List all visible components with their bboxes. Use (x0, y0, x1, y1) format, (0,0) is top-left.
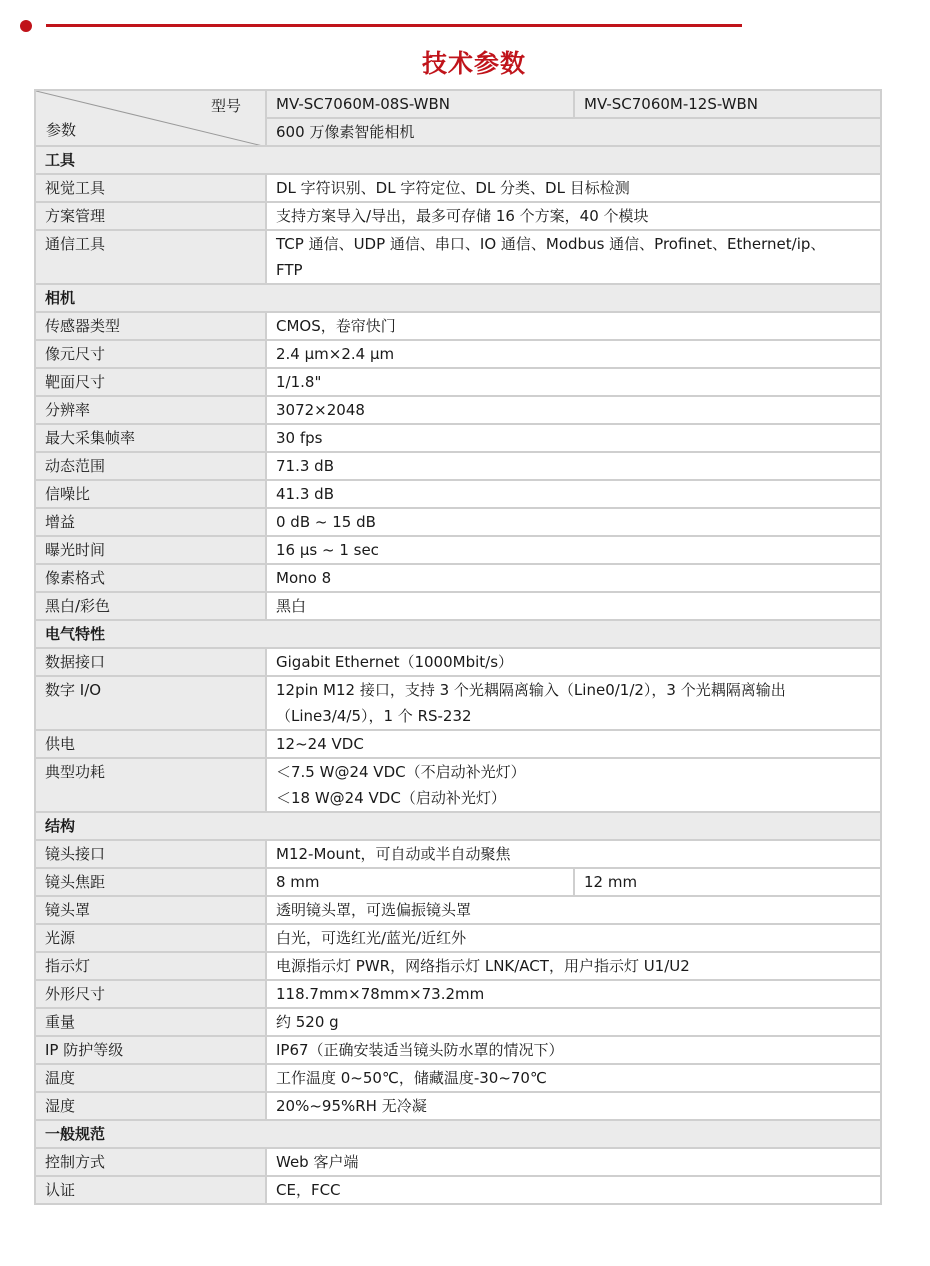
row-value: 工作温度 0~50℃，储藏温度-30~70℃ (266, 1064, 881, 1092)
row-label: 信噪比 (35, 480, 266, 508)
row-value: 透明镜头罩，可选偏振镜头罩 (266, 896, 881, 924)
table-row (35, 1092, 881, 1120)
param-label: 参数 (46, 121, 77, 139)
section-title-tools: 工具 (35, 146, 881, 174)
table-row (35, 648, 881, 676)
row-label: 像元尺寸 (35, 340, 266, 368)
table-row (35, 868, 881, 896)
row-value-multiline (266, 758, 881, 812)
table-row (35, 896, 881, 924)
section-header (35, 1120, 881, 1148)
row-label: 曝光时间 (35, 536, 266, 564)
row-value-line: TCP 通信、UDP 通信、串口、IO 通信、Modbus 通信、Profinet、Ethernet/ip、 (276, 235, 826, 253)
table-row (35, 730, 881, 758)
row-value: Gigabit Ethernet（1000Mbit/s） (266, 648, 881, 676)
table-row (35, 952, 881, 980)
row-label: 数字 I/O (35, 676, 266, 730)
table-row (35, 676, 881, 730)
row-value-line: 12pin M12 接口，支持 3 个光耦隔离输入（Line0/1/2），3 个光耦隔离输出 (276, 681, 786, 699)
row-value: 12~24 VDC (266, 730, 881, 758)
table-row (35, 202, 881, 230)
row-label: 增益 (35, 508, 266, 536)
table-row (35, 1176, 881, 1204)
table-row (35, 424, 881, 452)
row-value: 30 fps (266, 424, 881, 452)
page-title: 技术参数 (421, 49, 526, 78)
row-value-multiline (266, 676, 881, 730)
row-label: 通信工具 (35, 230, 266, 284)
row-value: 黑白 (266, 592, 881, 620)
row-label: 温度 (35, 1064, 266, 1092)
row-label: 分辨率 (35, 396, 266, 424)
row-label: 湿度 (35, 1092, 266, 1120)
table-row (35, 1064, 881, 1092)
table-row (35, 1008, 881, 1036)
section-title-structure: 结构 (35, 812, 881, 840)
table-row (35, 980, 881, 1008)
section-header (35, 284, 881, 312)
row-value-model-2: 12 mm (574, 868, 881, 896)
table-row (35, 564, 881, 592)
section-header (35, 812, 881, 840)
table-row (35, 452, 881, 480)
row-value: Mono 8 (266, 564, 881, 592)
table-row (35, 508, 881, 536)
table-row (35, 924, 881, 952)
row-label: 光源 (35, 924, 266, 952)
table-row (35, 340, 881, 368)
table-row (35, 1148, 881, 1176)
row-label: 最大采集帧率 (35, 424, 266, 452)
row-value: 1/1.8" (266, 368, 881, 396)
row-value: 41.3 dB (266, 480, 881, 508)
table-row (35, 230, 881, 284)
row-value: 3072×2048 (266, 396, 881, 424)
row-value: 电源指示灯 PWR，网络指示灯 LNK/ACT，用户指示灯 U1/U2 (266, 952, 881, 980)
row-value-line: FTP (276, 261, 303, 279)
row-label: 视觉工具 (35, 174, 266, 202)
row-value: 白光，可选红光/蓝光/近红外 (266, 924, 881, 952)
row-value: 约 520 g (266, 1008, 881, 1036)
row-label: 镜头罩 (35, 896, 266, 924)
table-row (35, 480, 881, 508)
row-value-line: ＜7.5 W@24 VDC（不启动补光灯） (276, 763, 526, 781)
row-label: IP 防护等级 (35, 1036, 266, 1064)
decorative-red-dot (20, 20, 32, 32)
row-label: 镜头焦距 (35, 868, 266, 896)
row-label: 靶面尺寸 (35, 368, 266, 396)
row-value: 20%~95%RH 无冷凝 (266, 1092, 881, 1120)
table-row (35, 840, 881, 868)
row-label: 重量 (35, 1008, 266, 1036)
row-label: 典型功耗 (35, 758, 266, 812)
row-value: 16 µs ~ 1 sec (266, 536, 881, 564)
table-row (35, 396, 881, 424)
table-row (35, 758, 881, 812)
row-value: 支持方案导入/导出，最多可存储 16 个方案，40 个模块 (266, 202, 881, 230)
table-row (35, 368, 881, 396)
row-label: 像素格式 (35, 564, 266, 592)
table-row (35, 1036, 881, 1064)
header-row-models (35, 90, 881, 118)
section-title-electrical: 电气特性 (35, 620, 881, 648)
model-label: 型号 (210, 97, 241, 115)
row-value-line: ＜18 W@24 VDC（启动补光灯） (276, 789, 506, 807)
table-row (35, 312, 881, 340)
table-row (35, 536, 881, 564)
section-header (35, 146, 881, 174)
row-value-line: （Line3/4/5），1 个 RS-232 (276, 707, 472, 725)
row-value: 118.7mm×78mm×73.2mm (266, 980, 881, 1008)
row-value: M12-Mount，可自动或半自动聚焦 (266, 840, 881, 868)
row-value: 0 dB ~ 15 dB (266, 508, 881, 536)
row-value-multiline (266, 230, 881, 284)
row-value: CMOS，卷帘快门 (266, 312, 881, 340)
model-2: MV-SC7060M-12S-WBN (574, 90, 881, 118)
row-value: DL 字符识别、DL 字符定位、DL 分类、DL 目标检测 (266, 174, 881, 202)
section-title-camera: 相机 (35, 284, 881, 312)
row-value-model-1: 8 mm (266, 868, 574, 896)
row-label: 传感器类型 (35, 312, 266, 340)
section-title-general: 一般规范 (35, 1120, 881, 1148)
row-label: 外形尺寸 (35, 980, 266, 1008)
row-label: 镜头接口 (35, 840, 266, 868)
row-label: 指示灯 (35, 952, 266, 980)
row-label: 动态范围 (35, 452, 266, 480)
decorative-red-rule (46, 24, 742, 27)
row-label: 数据接口 (35, 648, 266, 676)
row-label: 方案管理 (35, 202, 266, 230)
row-value: IP67（正确安装适当镜头防水罩的情况下） (266, 1036, 881, 1064)
model-1: MV-SC7060M-08S-WBN (266, 90, 574, 118)
spec-table (34, 89, 882, 1205)
row-value: 2.4 µm×2.4 µm (266, 340, 881, 368)
header-diagonal-cell (35, 90, 266, 146)
row-label: 控制方式 (35, 1148, 266, 1176)
row-label: 认证 (35, 1176, 266, 1204)
row-value: 71.3 dB (266, 452, 881, 480)
row-value: CE，FCC (266, 1176, 881, 1204)
row-label: 供电 (35, 730, 266, 758)
section-header (35, 620, 881, 648)
table-row (35, 592, 881, 620)
row-label: 黑白/彩色 (35, 592, 266, 620)
product-desc: 600 万像素智能相机 (266, 118, 881, 146)
row-value: Web 客户端 (266, 1148, 881, 1176)
table-row (35, 174, 881, 202)
